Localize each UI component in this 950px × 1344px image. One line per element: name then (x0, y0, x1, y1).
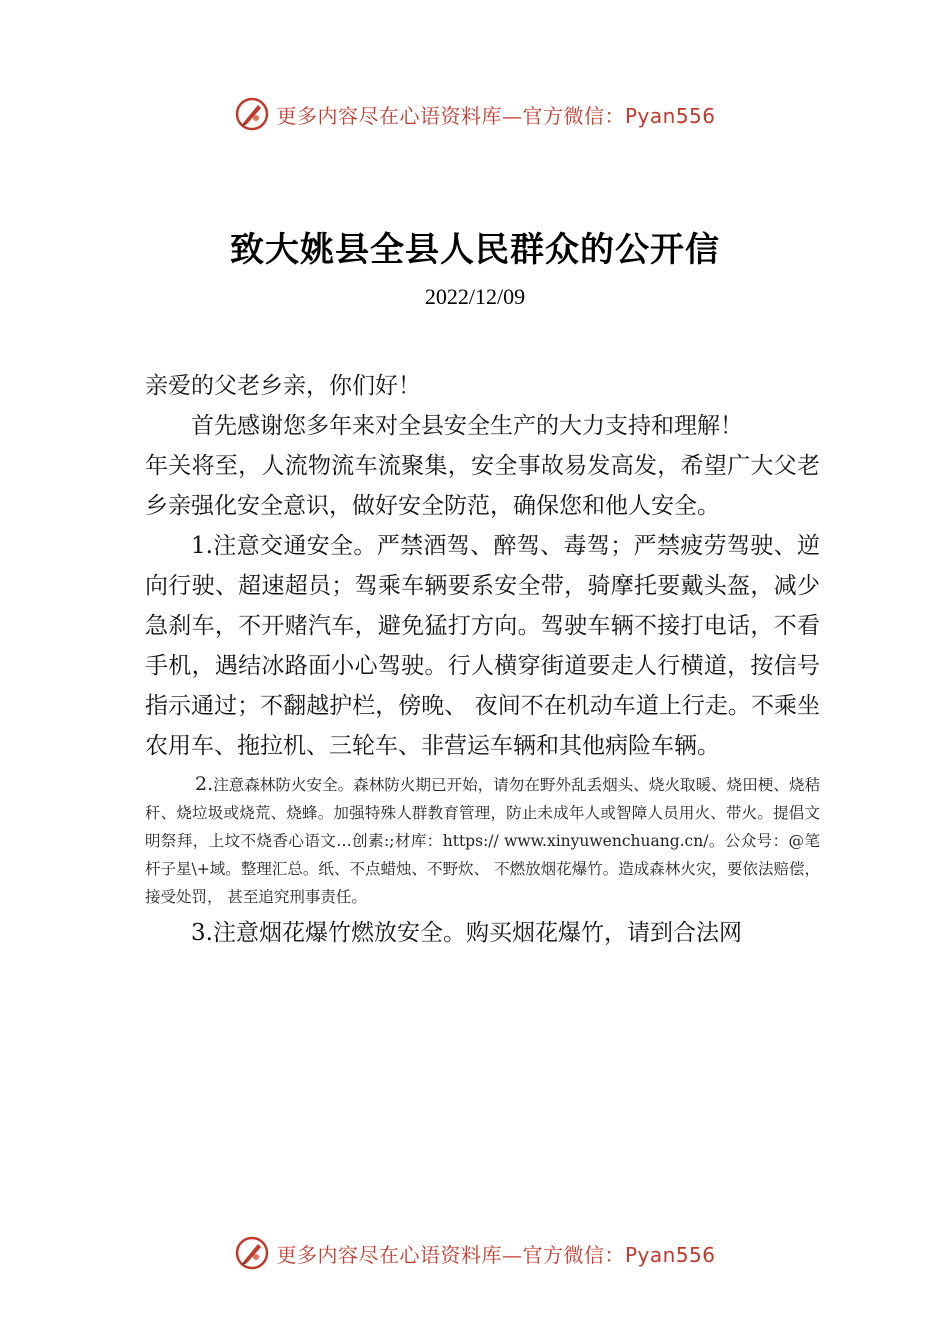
footer-banner-label: 更多内容尽在心语资料库—官方微信： (276, 1242, 625, 1267)
header-wechat-id: Pyan556 (624, 103, 716, 128)
pen-logo-icon (234, 96, 270, 132)
greeting: 亲爱的父老乡亲，你们好！ (145, 373, 421, 399)
page-title: 致大姚县全县人民群众的公开信 (230, 230, 720, 270)
intro-paragraph: 年关将至，人流物流车流聚集，安全事故易发高发，希望广大父老乡亲强化安全意识，做好安全防范，确保您和他人安全。 (145, 453, 820, 519)
thanks-paragraph: 首先感谢您多年来对全县安全生产的大力支持和理解！ (191, 413, 743, 439)
letter-body (145, 366, 820, 953)
footer-banner (0, 1233, 950, 1273)
header-banner-text (276, 100, 715, 129)
forest-fire-text: 注意森林防火安全。森林防火期已开始，请勿在野外乱丢烟头、烧火取暖、烧田梗、烧秸秆、烧垃圾或烧荒、烧蜂。加强特殊人群教育管理，防止未成年人或智障人员用火、带火。提倡文明祭拜，上坟不烧香心语文…创素:;材库：https:// www.xinyuwenchuang.cn/。公众号：@笔杆子星\+域。整理汇总。纸、不点蜡烛、不野炊、 不燃放烟花爆竹。造成森林火灾，要依法赔偿，接受处罚， 甚至追究刑事责任。 (145, 776, 820, 906)
footer-banner-text (276, 1239, 715, 1268)
forest-fire-number: 2. (195, 773, 214, 795)
pen-logo-icon (234, 1235, 270, 1271)
traffic-safety-paragraph: 1.注意交通安全。严禁酒驾、醉驾、毒驾；严禁疲劳驾驶、逆向行驶、超速超员；驾乘车辆要系安全带，骑摩托要戴头盔，减少急刹车，不开赌汽车，避免猛打方向。驾驶车辆不接打电话，不看手机，遇结冰路面小心驾驶。行人横穿街道要走人行横道，按信号指示通过；不翻越护栏，傍晚、 夜间不在机动车道上行走。不乘坐农用车、拖拉机、三轮车、非营运车辆和其他病险车辆。 (145, 533, 820, 759)
header-banner-label: 更多内容尽在心语资料库—官方微信： (276, 103, 625, 128)
forest-fire-paragraph (145, 770, 820, 911)
fireworks-paragraph: 3.注意烟花爆竹燃放安全。购买烟花爆竹，请到合法网 (191, 920, 742, 946)
document-date: 2022/12/09 (424, 284, 526, 309)
header-banner (0, 94, 950, 134)
footer-wechat-id: Pyan556 (624, 1242, 716, 1267)
